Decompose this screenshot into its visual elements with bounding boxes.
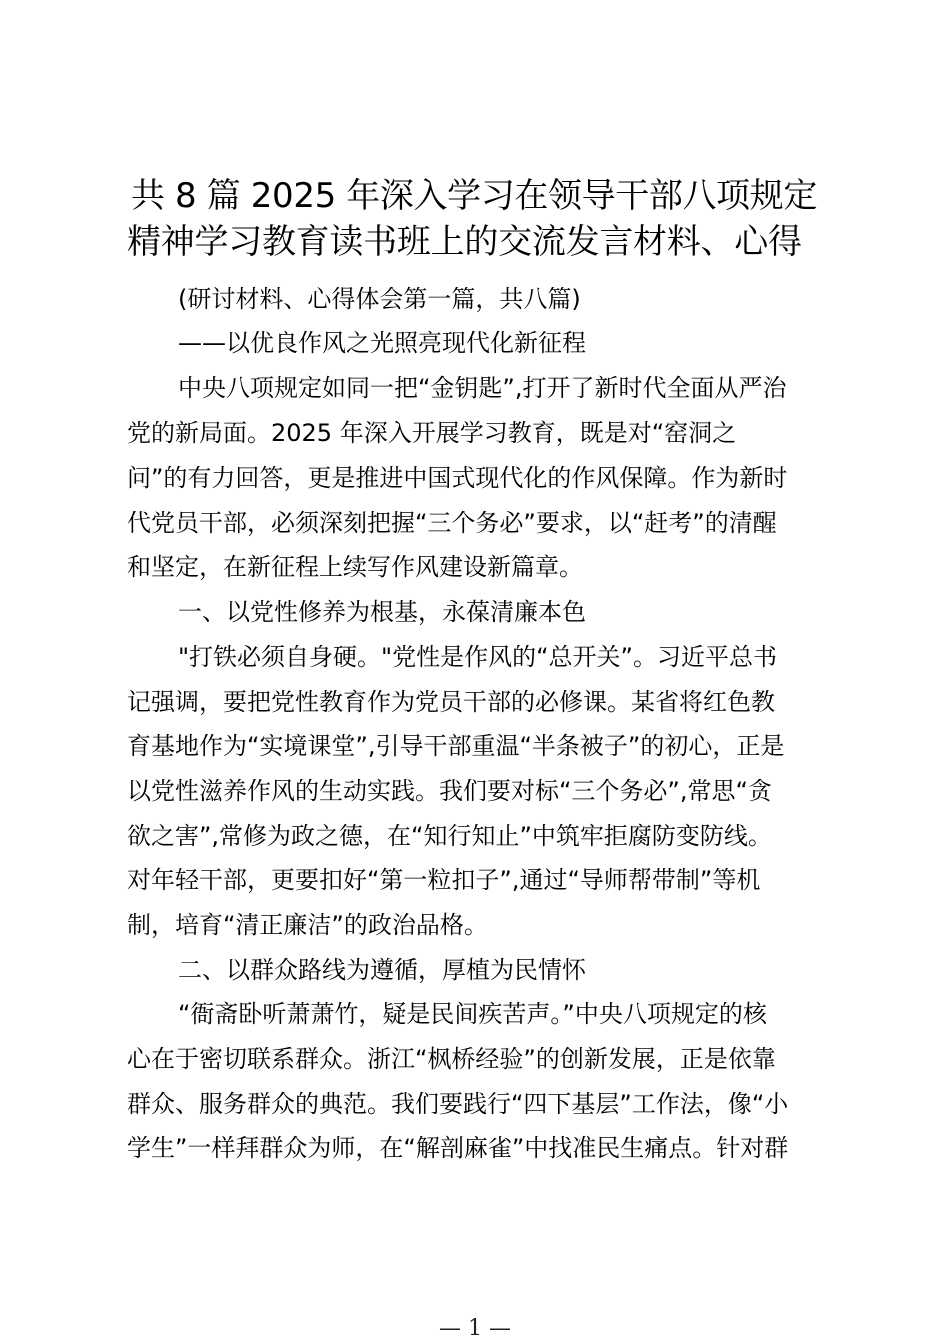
section-1-paragraph-line: 对年轻干部，更要扣好“第一粒扣子”,通过“导师帮带制”等机 (127, 866, 761, 894)
document-title-line-1: 共 8 篇 2025 年深入学习在领导干部八项规定 (131, 176, 818, 216)
document-title-line-2: 精神学习教育读书班上的交流发言材料、心得 (127, 222, 802, 262)
intro-paragraph-line: 中央八项规定如同一把“金钥匙”,打开了新时代全面从严治 (178, 374, 787, 402)
section-1-paragraph-line: 育基地作为“实境课堂”,引导干部重温“半条被子”的初心，正是 (127, 732, 785, 760)
intro-paragraph-line: 问”的有力回答，更是推进中国式现代化的作风保障。作为新时 (127, 464, 788, 492)
section-2-paragraph-line: “衙斋卧听萧萧竹，疑是民间疾苦声。”中央八项规定的核 (178, 1000, 767, 1028)
page-number: — 1 — (439, 1316, 511, 1341)
intro-paragraph-line: 党的新局面。2025 年深入开展学习教育，既是对“窑洞之 (127, 419, 737, 447)
subtitle: (研讨材料、心得体会第一篇，共八篇) (178, 285, 581, 313)
section-2-paragraph-line: 心在于密切联系群众。浙江“枫桥经验”的创新发展，正是依靠 (127, 1045, 776, 1073)
section-1-paragraph-line: 以党性滋养作风的生动实践。我们要对标“三个务必”,常思“贪 (127, 777, 772, 805)
section-1-paragraph-line: 记强调，要把党性教育作为党员干部的必修课。某省将红色教 (127, 688, 775, 716)
intro-paragraph-line: 代党员干部，必须深刻把握“三个务必”要求，以“赶考”的清醒 (127, 509, 777, 537)
section-2-heading: 二、以群众路线为遵循，厚植为民情怀 (178, 956, 586, 984)
section-1-heading: 一、以党性修养为根基，永葆清廉本色 (178, 598, 586, 626)
section-1-paragraph-line: 欲之害”,常修为政之德，在“知行知止”中筑牢拒腐防变防线。 (127, 822, 772, 850)
section-1-paragraph-line: 制，培育“清正廉洁”的政治品格。 (127, 911, 488, 939)
section-2-paragraph-line: 群众、服务群众的典范。我们要践行“四下基层”工作法，像“小 (127, 1090, 789, 1118)
section-1-paragraph-line: "打铁必须自身硬。"党性是作风的“总开关”。习近平总书 (178, 643, 777, 671)
theme-line: ——以优良作风之光照亮现代化新征程 (178, 329, 586, 357)
section-2-paragraph-line: 学生”一样拜群众为师，在“解剖麻雀”中找准民生痛点。针对群 (127, 1134, 789, 1162)
intro-paragraph-line: 和坚定，在新征程上续写作风建设新篇章。 (127, 553, 583, 581)
